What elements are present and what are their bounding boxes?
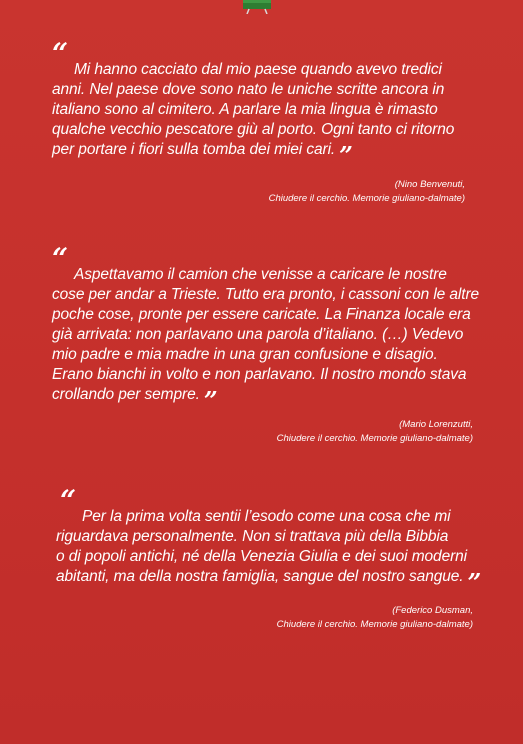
quote-line-last [56,567,482,597]
quote-line: abitanti, ma della nostra famiglia, sangue del nostro sangue. [56,568,464,585]
quote-block-1 [52,37,482,170]
quote-line: cose per andar a Trieste. Tutto era pronto, i cassoni con le altre [52,286,480,303]
open-quote-mark: “ [60,484,77,517]
quote-block-2 [52,242,482,415]
attribution-author: (Mario Lorenzutti, [399,419,473,430]
open-quote-mark: “ [52,242,69,275]
quote-line: Aspettavamo il camion che venisse a caricare le nostre [74,266,447,283]
quote-line: già arrivata: non parlavano una parola d’italiano. (…) Vedevo [52,326,464,343]
quote-line: qualche vecchio pescatore giù al porto. Ogni tanto ci ritorno [52,121,455,138]
quote-line: poche cose, pronte per essere caricate. La Finanza locale era [52,306,471,323]
quote-line: per portare i fiori sulla tomba dei miei cari. [52,141,336,158]
quote-line-last [52,385,482,415]
quote-line: riguardava personalmente. Non si trattava più della Bibbia [56,528,449,545]
attribution-author: (Nino Benvenuti, [394,179,465,190]
quote-line: italiano sono al cimitero. A parlare la mia lingua è rimasto [52,101,438,118]
close-quote-mark: ” [203,386,218,415]
attribution-3 [277,604,473,632]
binder-clip-icon [237,0,277,14]
quote-text [52,242,482,415]
quote-line: mio padre e mia madre in una gran confusione e disagio. [52,346,438,363]
quote-line: Per la prima volta sentii l’esodo come una cosa che mi [82,508,451,525]
quote-line: Erano bianchi in volto e non parlavano. Il nostro mondo stava [52,366,467,383]
attribution-source: Chiudere il cerchio. Memorie giuliano-dalmate) [268,193,465,204]
close-quote-mark: ” [339,141,353,170]
attribution-1 [269,178,465,206]
quote-line: Mi hanno cacciato dal mio paese quando avevo tredici [74,61,442,78]
quote-text [52,484,482,597]
quote-block-3 [52,484,482,597]
attribution-author: (Federico Dusman, [392,605,473,616]
attribution-source: Chiudere il cerchio. Memorie giuliano-dalmate) [276,433,473,444]
open-quote-mark: “ [52,37,69,70]
quote-text [52,37,482,170]
close-quote-mark: ” [467,568,482,597]
attribution-2 [277,418,473,446]
quote-line: anni. Nel paese dove sono nato le uniche scritte ancora in [52,81,445,98]
quote-line-last [52,140,482,170]
attribution-source: Chiudere il cerchio. Memorie giuliano-dalmate) [276,619,473,630]
quote-line: o di popoli antichi, né della Venezia Giulia e dei suoi moderni [56,548,468,565]
quote-line: crollando per sempre. [52,386,200,403]
